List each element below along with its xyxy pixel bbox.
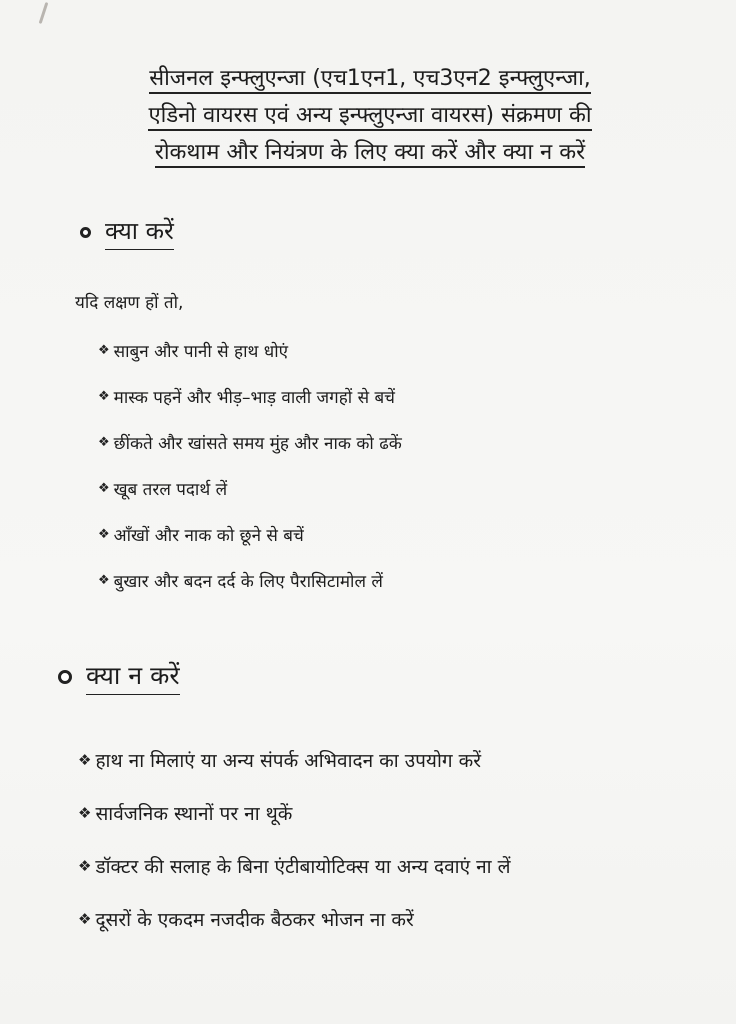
- title-line-1: सीजनल इन्फ्लुएन्जा (एच1एन1, एच3एन2 इन्फ्लुएन्जा,: [60, 60, 680, 97]
- diamond-bullet-icon: ❖: [78, 803, 92, 822]
- list-item: ❖ साबुन और पानी से हाथ धोएं: [98, 341, 288, 362]
- list-item: ❖ छींकते और खांसते समय मुंह और नाक को ढकें: [98, 433, 402, 454]
- list-item: ❖ सार्वजनिक स्थानों पर ना थूकें: [78, 802, 293, 825]
- title-line-3: रोकथाम और नियंत्रण के लिए क्या करें और क्या न करें: [60, 134, 680, 171]
- diamond-bullet-icon: ❖: [98, 572, 110, 588]
- do-section-heading: [80, 214, 174, 250]
- diamond-bullet-icon: ❖: [98, 434, 110, 450]
- list-item: ❖ खूब तरल पदार्थ लें: [98, 479, 228, 500]
- list-item: ❖ बुखार और बदन दर्द के लिए पैरासिटामोल लें: [98, 571, 383, 592]
- list-item: ❖ मास्क पहनें और भीड़–भाड़ वाली जगहों से बचें: [98, 387, 395, 408]
- circle-bullet-icon: [58, 670, 72, 684]
- do-section-intro: यदि लक्षण हों तो,: [75, 293, 184, 313]
- list-item: ❖ डॉक्टर की सलाह के बिना एंटीबायोटिक्स या अन्य दवाएं ना लें: [78, 855, 511, 878]
- title-line-2: एडिनो वायरस एवं अन्य इन्फ्लुएन्जा वायरस) संक्रमण की: [60, 97, 680, 134]
- list-item: ❖ आँखों और नाक को छूने से बचें: [98, 525, 304, 546]
- diamond-bullet-icon: ❖: [98, 342, 110, 358]
- list-item: ❖ हाथ ना मिलाएं या अन्य संपर्क अभिवादन का उपयोग करें: [78, 749, 481, 772]
- dont-section-heading: [58, 658, 180, 695]
- diamond-bullet-icon: ❖: [78, 750, 92, 769]
- diamond-bullet-icon: ❖: [78, 909, 92, 928]
- do-list: [98, 327, 402, 603]
- list-item: ❖ दूसरों के एकदम नजदीक बैठकर भोजन ना करें: [78, 908, 414, 931]
- document-title: [60, 60, 680, 171]
- diamond-bullet-icon: ❖: [98, 480, 110, 496]
- diamond-bullet-icon: ❖: [98, 388, 110, 404]
- do-heading-label: क्या करें: [105, 214, 174, 250]
- dont-heading-label: क्या न करें: [86, 658, 180, 695]
- dont-list: [78, 733, 511, 945]
- pen-mark: [39, 2, 49, 24]
- diamond-bullet-icon: ❖: [98, 526, 110, 542]
- circle-bullet-icon: [80, 227, 91, 238]
- diamond-bullet-icon: ❖: [78, 856, 92, 875]
